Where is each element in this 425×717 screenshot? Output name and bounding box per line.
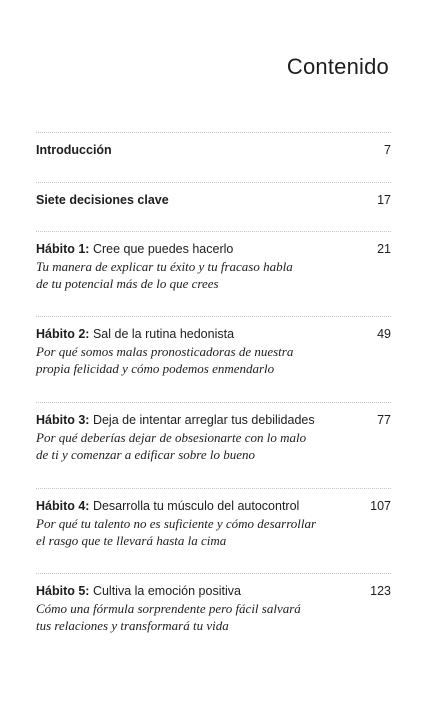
- toc-entry-label: [36, 143, 112, 157]
- toc-entry-habito-4: [36, 488, 391, 549]
- dotted-divider: [36, 402, 391, 403]
- toc-page-number: 77: [377, 413, 391, 427]
- subtitle-line: de ti y comenzar a edificar sobre lo bueno: [36, 447, 256, 462]
- toc-habit-number: Hábito 4:: [36, 499, 90, 513]
- toc-entry-label: [36, 499, 299, 513]
- toc-row: [36, 499, 391, 513]
- toc-entry-title: Deja de intentar arreglar tus debilidades: [89, 413, 315, 427]
- toc-habit-number: Hábito 1:: [36, 242, 90, 256]
- dotted-divider: [36, 488, 391, 489]
- toc-habit-number: Hábito 3:: [36, 413, 90, 427]
- dotted-divider: [36, 231, 391, 232]
- subtitle-line: Por qué somos malas pronosticadoras de nuestra: [36, 344, 294, 359]
- toc-entry-habito-2: [36, 316, 391, 377]
- toc-page-number: 17: [377, 193, 391, 207]
- toc-habit-number: Hábito 5:: [36, 584, 90, 598]
- toc-page-number: 107: [370, 499, 391, 513]
- toc-row: [36, 193, 391, 207]
- toc-page-number: 21: [377, 242, 391, 256]
- toc-entry-label: [36, 584, 241, 598]
- dotted-divider: [36, 182, 391, 183]
- dotted-divider: [36, 132, 391, 133]
- toc-entry-habito-3: [36, 402, 391, 463]
- toc-row: [36, 327, 391, 341]
- toc-entry-siete-decisiones: [36, 182, 391, 207]
- toc-entry-introduccion: [36, 132, 391, 157]
- toc-habit-number: Hábito 2:: [36, 327, 90, 341]
- page-title: Contenido: [286, 54, 389, 79]
- subtitle-line: Tu manera de explicar tu éxito y tu fracaso habla: [36, 259, 293, 274]
- subtitle-line: Cómo una fórmula sorprendente pero fácil salvará: [36, 601, 301, 616]
- toc-entry-habito-5: [36, 573, 391, 634]
- subtitle-line: el rasgo que te llevará hasta la cima: [36, 533, 227, 548]
- dotted-divider: [36, 573, 391, 574]
- toc-entry-habito-1: [36, 231, 391, 292]
- toc-page-number: 123: [370, 584, 391, 598]
- toc-page-number: 7: [384, 143, 391, 157]
- toc-entry-title: Cultiva la emoción positiva: [89, 584, 241, 598]
- toc-row: [36, 242, 391, 256]
- toc-entry-label: [36, 413, 315, 427]
- toc-entry-title: Sal de la rutina hedonista: [89, 327, 235, 341]
- toc-entry-title: Introducción: [36, 143, 112, 157]
- dotted-divider: [36, 316, 391, 317]
- toc-entry-label: [36, 327, 234, 341]
- toc-entry-title: Desarrolla tu músculo del autocontrol: [89, 499, 300, 513]
- toc-entry-subtitle: [36, 343, 336, 377]
- toc-row: [36, 143, 391, 157]
- toc-entry-title: Siete decisiones clave: [36, 193, 169, 207]
- toc-entry-subtitle: [36, 600, 336, 634]
- toc-entry-subtitle: [36, 429, 336, 463]
- toc-entry-title: Cree que puedes hacerlo: [89, 242, 234, 256]
- subtitle-line: Por qué tu talento no es suficiente y cómo desarrollar: [36, 516, 317, 531]
- toc-page-number: 49: [377, 327, 391, 341]
- toc-entry-label: [36, 193, 169, 207]
- subtitle-line: Por qué deberías dejar de obsesionarte con lo malo: [36, 430, 307, 445]
- toc-row: [36, 584, 391, 598]
- toc-entry-label: [36, 242, 233, 256]
- subtitle-line: propia felicidad y cómo podemos enmendarlo: [36, 361, 275, 376]
- toc-entry-subtitle: [36, 258, 336, 292]
- subtitle-line: de tu potencial más de lo que crees: [36, 276, 219, 291]
- toc-row: [36, 413, 391, 427]
- subtitle-line: tus relaciones y transformará tu vida: [36, 618, 229, 633]
- toc-entry-subtitle: [36, 515, 336, 549]
